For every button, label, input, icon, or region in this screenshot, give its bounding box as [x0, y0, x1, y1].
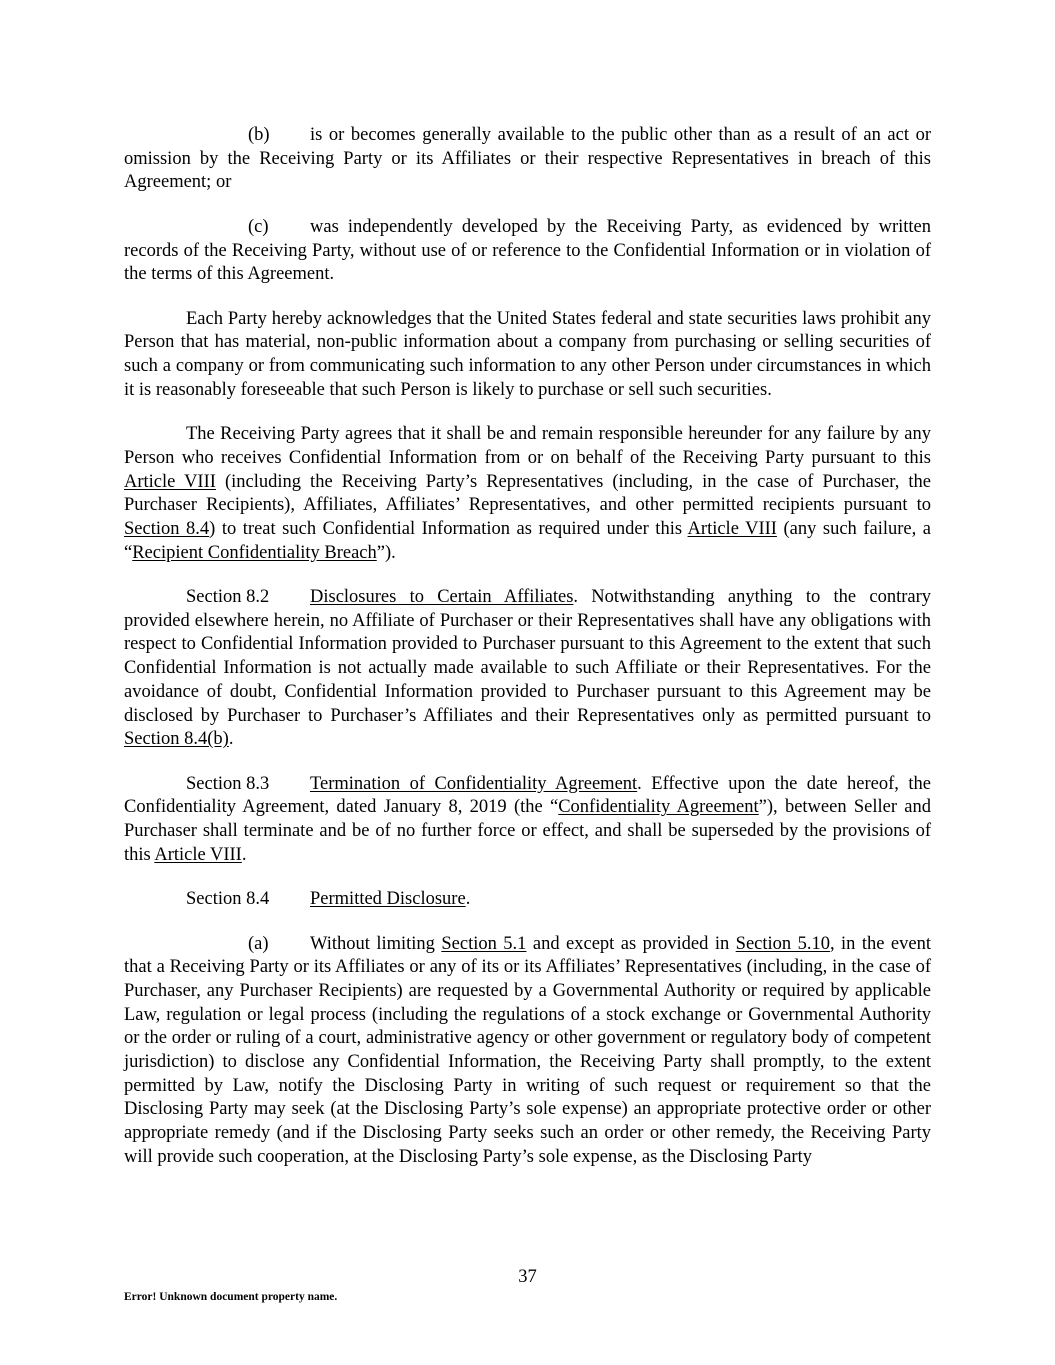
text-run: ”). — [376, 542, 396, 563]
cross-reference-article-viii: Article VIII — [124, 471, 216, 492]
text-run: and except as provided in — [526, 933, 736, 954]
paragraph-securities-acknowledgement — [124, 308, 931, 403]
paragraph-text: is or becomes generally available to the public other than as a result of an act or omission by the Receiving Party or its Affiliates or their respective Representatives in breach of this Agreement; or — [124, 125, 931, 193]
text-run: ”), between Seller and Purchaser shall terminate and be of no further force or effect, and shall be superseded by the provisions of this — [124, 797, 932, 865]
paragraph-label: (b) — [248, 125, 270, 145]
text-run: (including the Receiving Party’s Representatives (including, in the case of Purchaser, the Purchaser Recipients), Affiliates, Affiliates’ Representatives, and other permitted recipients pursuant to — [124, 471, 931, 516]
paragraph-b — [124, 124, 931, 195]
section-8-3 — [124, 773, 931, 868]
section-title: Disclosures to Certain Affiliates — [310, 587, 574, 607]
section-number: Section 8.3 — [186, 773, 270, 794]
text-run: . — [241, 844, 247, 865]
cross-reference-article-viii: Article VIII — [154, 844, 242, 865]
text-run: . — [228, 729, 234, 750]
paragraph-text: Each Party hereby acknowledges that the United States federal and state securities laws prohibit any Person that has material, non-public information about a company from purchasing or selling securities of such a company or from communicating such information to any other Person under circumstances in which it is reasonably foreseeable that such Person is likely to purchase or sell such securities. — [124, 308, 931, 400]
text-run: The Receiving Party agrees that it shall be and remain responsible hereunder for any failure by any Person who receives Confidential Information from or on behalf of the Receiving Party pursuant to this — [124, 424, 931, 468]
cross-reference-section-5-10: Section 5.10 — [735, 933, 830, 954]
section-title: Termination of Confidentiality Agreement — [310, 773, 638, 794]
page-number: 37 — [518, 1267, 537, 1287]
cross-reference-section-8-4: Section 8.4 — [124, 518, 210, 539]
text-run: . Effective upon the date hereof, the Confidentiality Agreement, dated January 8, 2019 (the “ — [124, 773, 931, 818]
text-run: (any such failure, a “ — [124, 518, 931, 563]
section-number: Section 8.4 — [186, 889, 270, 910]
section-title: Permitted Disclosure — [310, 889, 466, 910]
text-run: . Notwithstanding anything to the contrary provided elsewhere herein, no Affiliate of Purchaser or their Representatives shall have any obligations with respect to Confidential Information provided to Purchaser pursuant to this Agreement to the extent that such Confidential Information is not actually made available to such Affiliate or their Representatives. For the avoidance of doubt, Confidential Information provided to Purchaser pursuant to this Agreement may be disclosed by Purchaser to Purchaser’s Affiliates and their Representatives only as permitted pursuant to — [124, 587, 931, 726]
section-8-4 — [124, 888, 931, 912]
paragraph-receiving-party-responsibility — [124, 423, 931, 565]
defined-term: Recipient Confidentiality Breach — [132, 542, 377, 563]
defined-term: Confidentiality Agreement — [558, 797, 759, 818]
footer-field-error: Error! Unknown document property name. — [124, 1291, 338, 1303]
cross-reference-article-viii: Article VIII — [687, 518, 777, 539]
paragraph-text: was independently developed by the Receiving Party, as evidenced by written records of the Receiving Party, without use of or reference to the Confidential Information or in violation of the terms of this Agreement. — [124, 216, 931, 285]
paragraph-label: (c) — [248, 216, 269, 237]
text-run: , in the event that a Receiving Party or its Affiliates or any of its or its Affiliates’ Representatives (including, in the case of Purchaser, any Purchaser Recipients) are requested by a Governmental Authority or required by applicable Law, regulation or legal process (including the regulations of a stock exchange or Governmental Authority or the order or ruling of a court, administrative agency or other government or regulatory body of competent jurisdiction) to disclose any Confidential Information, the Receiving Party shall promptly, to the extent permitted by Law, notify the Disclosing Party in writing of such request or requirement so that the Disclosing Party may seek (at the Disclosing Party’s sole expense) an appropriate protective order or other appropriate remedy (and if the Disclosing Party seeks such an order or other remedy, the Receiving Party will provide such cooperation, at the Disclosing Party’s sole expense, as the Disclosing Party — [124, 933, 931, 1167]
text-run: . — [465, 889, 471, 910]
section-8-4-a — [124, 933, 931, 1170]
text-run: Without limiting — [310, 933, 442, 954]
text-run: ) to treat such Confidential Information as required under this — [209, 518, 688, 539]
cross-reference-section-8-4-b: Section 8.4(b) — [124, 729, 229, 750]
paragraph-label: (a) — [248, 933, 269, 954]
paragraph-c — [124, 216, 931, 287]
section-number: Section 8.2 — [186, 587, 270, 607]
cross-reference-section-5-1: Section 5.1 — [441, 933, 527, 954]
document-body — [124, 124, 931, 1190]
section-8-2 — [124, 586, 931, 752]
